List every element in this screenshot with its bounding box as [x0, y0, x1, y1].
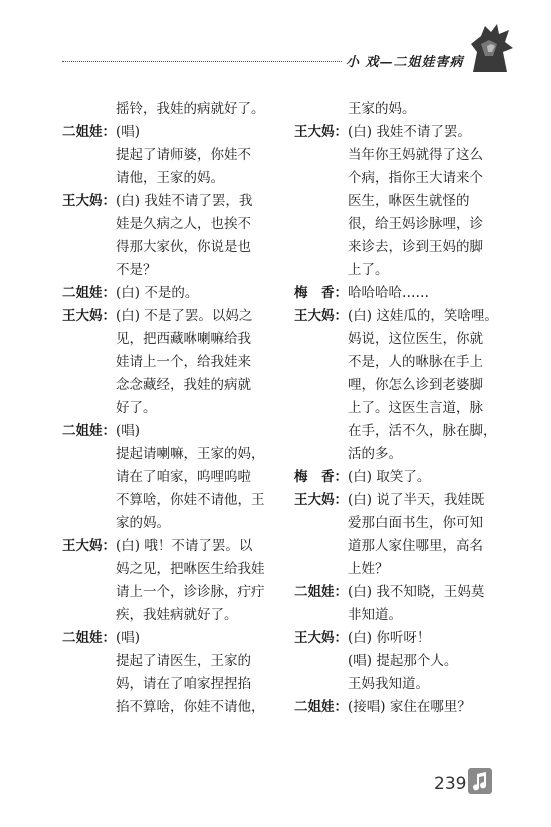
text-line: (白) 我不知晓，王妈莫 — [348, 584, 485, 600]
dialogue-text — [116, 121, 277, 190]
text-line: 来诊去，诊到王妈的脚 — [348, 239, 483, 255]
dialogue-entry — [294, 121, 504, 282]
speaker-name: 梅 香： — [294, 285, 348, 301]
dialogue-entry — [294, 489, 504, 581]
speaker-name: 王大妈： — [294, 124, 348, 140]
text-line: 上了。 — [348, 262, 389, 278]
text-line: 家的妈。 — [116, 515, 170, 531]
text-line: 妈之见，把咻医生给我娃 — [116, 561, 265, 577]
text-line: 好了。 — [116, 400, 157, 416]
text-line: (白) 这娃瓜的，笑啥哩。 — [348, 308, 498, 324]
text-line: (白) 哦！不请了罢。以 — [116, 538, 253, 554]
speaker-name: 王大妈： — [294, 492, 348, 508]
speaker-name: 二姐娃： — [294, 584, 348, 600]
right-column — [294, 98, 504, 719]
dialogue-text — [348, 489, 504, 581]
opera-figure-icon — [467, 22, 515, 74]
speaker-name: 王大妈： — [62, 538, 116, 554]
dialogue-entry — [62, 121, 277, 190]
dialogue-text — [116, 420, 277, 535]
text-line: 请上一个，诊诊脉，疔疔 — [116, 584, 265, 600]
text-line: 提起了请医生，王家的 — [116, 653, 251, 669]
text-line: (白) 你听呀！ — [348, 630, 431, 646]
dialogue-entry — [62, 282, 277, 305]
text-line: (唱) — [116, 423, 141, 439]
text-line: 个病，指你王大请来个 — [348, 170, 483, 186]
dialogue-entry — [62, 305, 277, 420]
text-line: 妈说，这位医生，你就 — [348, 331, 483, 347]
text-line: 不是，人的咻脉在手上 — [348, 354, 483, 370]
text-line: 不是？ — [116, 262, 157, 278]
text-line: 道那人家住哪里，高名 — [348, 538, 483, 554]
page-number: 239 — [434, 774, 467, 794]
speaker-name: 二姐娃： — [62, 423, 116, 439]
dialogue-entry — [62, 98, 277, 121]
speaker-name: 梅 香： — [294, 469, 348, 485]
text-line: 见，把西藏咻喇嘛给我 — [116, 331, 251, 347]
dialogue-text — [116, 627, 277, 719]
text-line: 请他，王家的妈。 — [116, 170, 224, 186]
dialogue-entry — [62, 627, 277, 719]
text-line: 得那大家伙，你说是也 — [116, 239, 251, 255]
text-line: 不算啥，你娃不请他，王 — [116, 492, 265, 508]
text-line: 爱那白面书生，你可知 — [348, 515, 483, 531]
text-line: 提起请喇嘛，王家的妈， — [116, 446, 265, 462]
text-line: 疾，我娃病就好了。 — [116, 607, 238, 623]
speaker-name: 王大妈： — [294, 630, 348, 646]
text-line: 王家的妈。 — [348, 101, 416, 117]
text-line: 掐不算啥，你娃不请他， — [116, 699, 265, 715]
speaker-name: 二姐娃： — [62, 124, 116, 140]
speaker-name: 二姐娃： — [62, 630, 116, 646]
speaker-name: 二姐娃： — [62, 285, 116, 301]
dialogue-text — [348, 305, 504, 466]
dialogue-entry — [294, 98, 504, 121]
text-line: 请在了咱家，呜哩呜啦 — [116, 469, 251, 485]
left-column — [62, 98, 277, 719]
dialogue-text — [348, 627, 504, 696]
dialogue-text — [116, 190, 277, 282]
header-title: 小 戏—二姐娃害病 — [346, 55, 464, 70]
text-line: 当年你王妈就得了这么 — [348, 147, 483, 163]
text-line: 念念藏经，我娃的病就 — [116, 377, 251, 393]
text-line: (白) 取笑了。 — [348, 469, 431, 485]
speaker-name: 王大妈： — [294, 308, 348, 324]
dialogue-text — [116, 305, 277, 420]
speaker-name: 王大妈： — [62, 308, 116, 324]
dialogue-text — [348, 696, 504, 719]
dialogue-entry — [294, 627, 504, 696]
text-line: 哈哈哈哈…… — [348, 285, 429, 301]
music-note-icon — [468, 768, 492, 794]
text-line: (唱) — [116, 630, 141, 646]
text-line: (白) 不是了罢。以妈之 — [116, 308, 253, 324]
header-rule — [62, 61, 342, 62]
running-header — [0, 0, 551, 80]
text-line: (白) 我娃不请了罢。 — [348, 124, 471, 140]
text-line: 娃是久病之人，也挨不 — [116, 216, 251, 232]
text-line: (唱) 提起那个人。 — [348, 653, 458, 669]
dialogue-text — [348, 282, 504, 305]
text-line: (唱) — [116, 124, 141, 140]
dialogue-text — [116, 535, 277, 627]
text-line: 很，给王妈诊脉哩，诊 — [348, 216, 483, 232]
dialogue-entry — [62, 535, 277, 627]
text-line: 上了。这医生言道，脉 — [348, 400, 483, 416]
dialogue-entry — [294, 696, 504, 719]
speaker-name: 王大妈： — [62, 193, 116, 209]
text-line: (白) 说了半天，我娃既 — [348, 492, 485, 508]
dialogue-text — [348, 466, 504, 489]
text-line: 摇铃，我娃的病就好了。 — [116, 101, 265, 117]
text-line: 医生，咻医生就怪的 — [348, 193, 470, 209]
text-line: 在手，活不久，脉在脚， — [348, 423, 497, 439]
text-line: 非知道。 — [348, 607, 402, 623]
dialogue-text — [116, 282, 277, 305]
dialogue-entry — [294, 282, 504, 305]
text-line: 妈，请在了咱家捏捏掐 — [116, 676, 251, 692]
text-line: (白) 我娃不请了罢，我 — [116, 193, 253, 209]
text-line: 提起了请师婆，你娃不 — [116, 147, 251, 163]
dialogue-entry — [294, 466, 504, 489]
speaker-name: 二姐娃： — [294, 699, 348, 715]
text-line: (白) 不是的。 — [116, 285, 199, 301]
dialogue-text — [116, 98, 277, 121]
text-line: 上姓？ — [348, 561, 389, 577]
text-line: (接唱) 家住在哪里？ — [348, 699, 471, 715]
dialogue-text — [348, 98, 504, 121]
dialogue-text — [348, 581, 504, 627]
dialogue-entry — [62, 420, 277, 535]
text-line: 哩，你怎么诊到老婆脚 — [348, 377, 483, 393]
dialogue-text — [348, 121, 504, 282]
text-line: 王妈我知道。 — [348, 676, 429, 692]
dialogue-entry — [294, 305, 504, 466]
dialogue-entry — [294, 581, 504, 627]
text-line: 活的多。 — [348, 446, 402, 462]
dialogue-entry — [62, 190, 277, 282]
text-line: 娃请上一个，给我娃来 — [116, 354, 251, 370]
